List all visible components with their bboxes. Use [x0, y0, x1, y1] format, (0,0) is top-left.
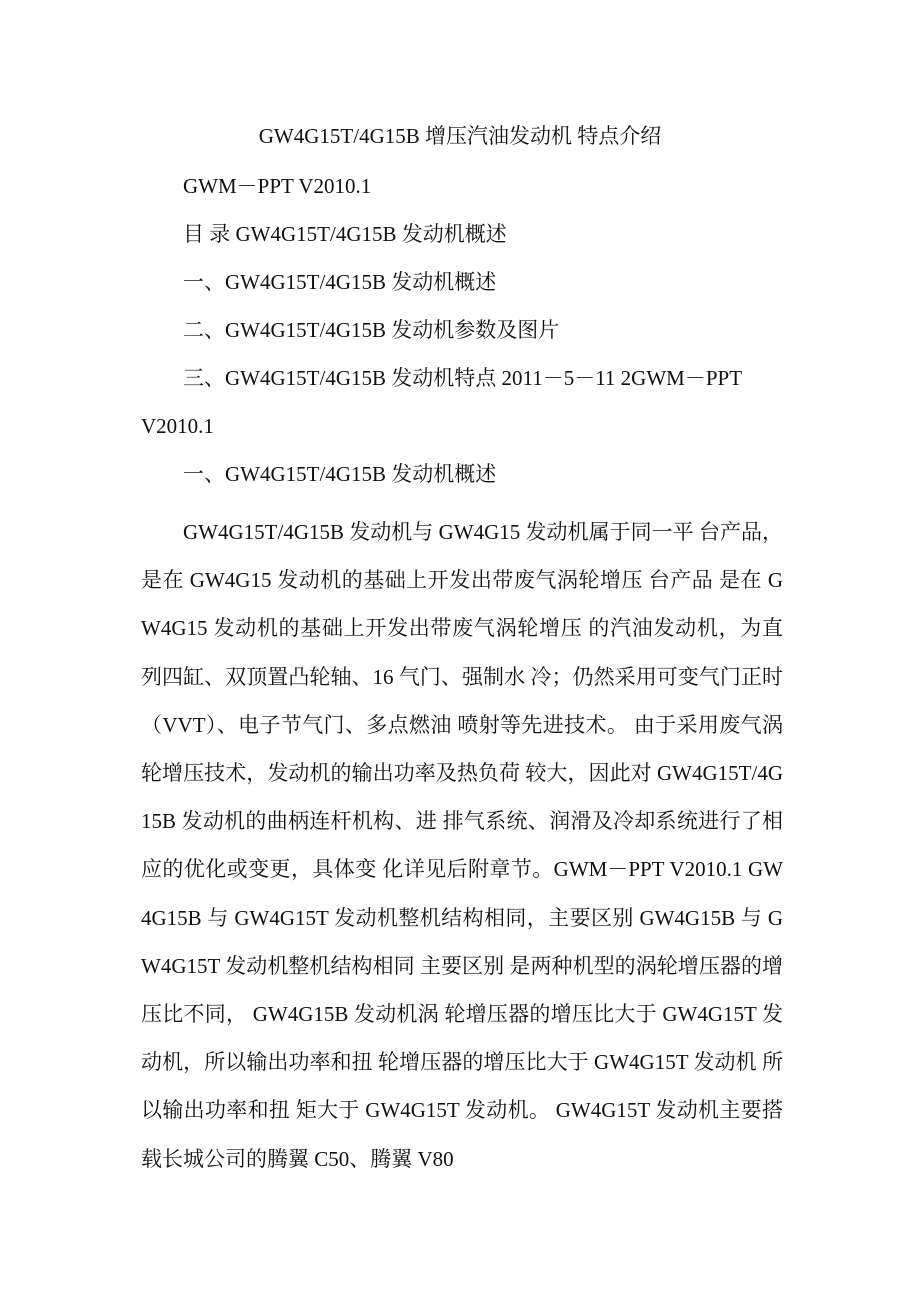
section-1-body: GW4G15T/4G15B 发动机与 GW4G15 发动机属于同一平 台产品，是在 GW4G15 发动机的基础上开发出带废气涡轮增压 台产品 是在 GW4G15 发动机的基础上开发出带废气涡轮增压 的汽油发动机，为直列四缸、双顶置凸轮轴、16 气门、强制水 冷；仍然采用可变气门正时（VVT）、电子节气门、多点燃油 喷射等先进技术。 由于采用废气涡轮增压技术，发动机的输出功率及热负荷 较大，因此对 GW4G15T/4G15B 发动机的曲柄连杆机构、进 排气系统、润滑及冷却系统进行了相应的优化或变更，具体变 化详见后附章节。GWM－PPT V2010.1 GW4G15B 与 GW4G15T 发动机整机结构相同，主要区别 GW4G15B 与 GW4G15T 发动机整机结构相同 主要区别 是两种机型的涡轮增压器的增压比不同， GW4G15B 发动机涡 轮增压器的增压比大于 GW4G15T 发动机，所以输出功率和扭 轮增压器的增压比大于 GW4G15T 发动机 所以输出功率和扭 矩大于 GW4G15T 发动机。 GW4G15T 发动机主要搭载长城公司的腾翼 C50、腾翼 V80	[141, 520, 783, 1171]
toc-item-3: 三、GW4G15T/4G15B 发动机特点 2011－5－11 2GWM－PPT	[183, 366, 743, 390]
toc-item-1: 一、GW4G15T/4G15B 发动机概述	[183, 270, 497, 294]
toc-item-3-continued: V2010.1	[141, 414, 214, 438]
version-line: GWM－PPT V2010.1	[183, 174, 372, 198]
document-title: GW4G15T/4G15B 增压汽油发动机 特点介绍	[258, 124, 662, 148]
toc-item-2: 二、GW4G15T/4G15B 发动机参数及图片	[183, 318, 560, 342]
toc-heading: 目 录 GW4G15T/4G15B 发动机概述	[183, 222, 507, 246]
section-1-heading: 一、GW4G15T/4G15B 发动机概述	[183, 462, 497, 486]
